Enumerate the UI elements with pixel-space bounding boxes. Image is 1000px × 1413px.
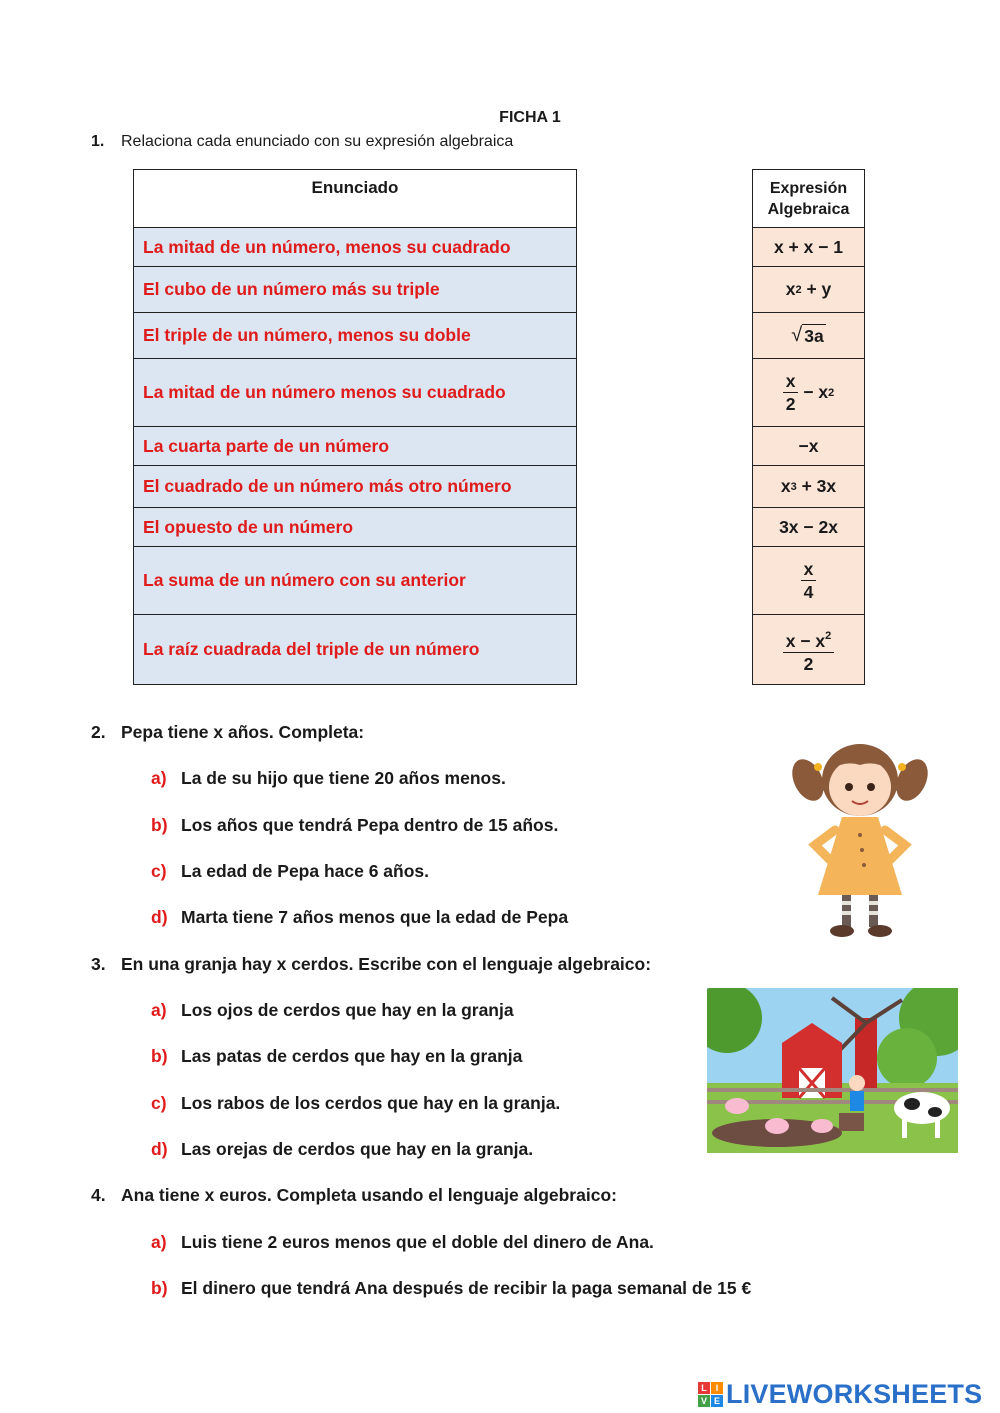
item-letter: a) — [151, 1000, 167, 1020]
expression-rest: − x — [798, 382, 829, 402]
expression-exponent: 3 — [790, 480, 797, 493]
answer-item[interactable] — [151, 861, 429, 882]
item-text: Los rabos de los cerdos que hay en la granja. — [181, 1093, 561, 1113]
question-4 — [91, 1185, 617, 1206]
item-text: Las patas de cerdos que hay en la granja — [181, 1046, 523, 1066]
expressions-header-line2: Algebraica — [767, 200, 850, 218]
question-1 — [91, 133, 513, 151]
expression-exponent: 2 — [795, 283, 802, 296]
question-text: En una granja hay x cerdos. Escribe con el lenguaje algebraico: — [121, 954, 652, 974]
logo-mark-letter: L — [698, 1382, 710, 1394]
expressions-table — [752, 169, 865, 685]
fraction-numerator: x — [801, 559, 817, 581]
statement-row[interactable]: El triple de un número, menos su doble — [134, 312, 576, 358]
statement-row[interactable]: El cuadrado de un número más otro número — [134, 465, 576, 507]
answer-item[interactable] — [151, 1046, 522, 1067]
liveworksheets-logo — [698, 1376, 998, 1412]
logo-mark-letter: E — [711, 1395, 723, 1407]
item-text: Las orejas de cerdos que hay en la granja. — [181, 1139, 534, 1159]
item-text: La edad de Pepa hace 6 años. — [181, 861, 430, 881]
numerator-text: x − x — [785, 630, 826, 651]
fraction-numerator — [783, 626, 835, 653]
item-letter: c) — [151, 1093, 167, 1113]
item-letter: a) — [151, 768, 167, 788]
expression-base: x — [785, 279, 796, 299]
statement-row[interactable]: La raíz cuadrada del triple de un número — [134, 614, 576, 684]
question-number: 2. — [91, 722, 106, 742]
expressions-header — [753, 170, 864, 227]
item-letter: c) — [151, 861, 167, 881]
question-2 — [91, 722, 364, 743]
item-text: Los años que tendrá Pepa dentro de 15 años. — [181, 815, 559, 835]
statements-header: Enunciado — [134, 170, 576, 227]
item-text: El dinero que tendrá Ana después de recibir la paga semanal de 15 € — [181, 1278, 752, 1298]
expression-exponent: 2 — [828, 386, 835, 399]
statement-row[interactable]: La mitad de un número, menos su cuadrado — [134, 227, 576, 266]
question-number: 4. — [91, 1185, 106, 1205]
expressions-header-line1: Expresión — [769, 179, 848, 197]
expression-cell[interactable] — [753, 426, 864, 465]
expression-cell[interactable] — [753, 614, 864, 684]
fraction-denominator: 2 — [803, 653, 814, 674]
item-letter: b) — [151, 1046, 168, 1066]
logo-mark-letter: V — [698, 1395, 710, 1407]
statement-row[interactable]: La mitad de un número menos su cuadrado — [134, 358, 576, 426]
question-text: Pepa tiene x años. Completa: — [121, 722, 365, 742]
statement-row[interactable]: La suma de un número con su anterior — [134, 546, 576, 614]
statements-table — [133, 169, 577, 685]
question-number: 1. — [91, 133, 105, 150]
item-letter: d) — [151, 907, 168, 927]
question-text: Ana tiene x euros. Completa usando el lenguaje algebraico: — [121, 1185, 617, 1205]
expression-rest: + 3x — [796, 476, 837, 496]
expression-cell[interactable] — [753, 358, 864, 426]
expression-rest: + y — [801, 279, 832, 299]
fraction-numerator: x — [783, 371, 799, 393]
expression-cell[interactable] — [753, 266, 864, 312]
expression-text: 3x − 2x — [779, 516, 838, 537]
question-number: 3. — [91, 954, 106, 974]
answer-item[interactable] — [151, 1093, 560, 1114]
answer-item[interactable] — [151, 1139, 533, 1160]
logo-mark-letter: I — [711, 1382, 723, 1394]
expression-exponent: 2 — [825, 629, 832, 642]
fraction — [801, 559, 817, 602]
sqrt-expression — [791, 324, 825, 347]
item-letter: b) — [151, 1278, 168, 1298]
expression-cell[interactable] — [753, 227, 864, 266]
statement-row[interactable]: El cubo de un número más su triple — [134, 266, 576, 312]
item-letter: d) — [151, 1139, 168, 1159]
answer-item[interactable] — [151, 1278, 751, 1299]
expression-text: x + x − 1 — [773, 236, 844, 257]
expression-cell[interactable] — [753, 546, 864, 614]
answer-item[interactable] — [151, 1232, 654, 1253]
answer-item[interactable] — [151, 1000, 514, 1021]
question-3 — [91, 954, 651, 975]
logo-text: LIVEWORKSHEETS — [726, 1378, 983, 1409]
item-letter: a) — [151, 1232, 167, 1252]
statement-row[interactable]: La cuarta parte de un número — [134, 426, 576, 465]
fraction — [783, 371, 799, 414]
logo-mark-icon — [698, 1382, 723, 1407]
expression-cell[interactable] — [753, 465, 864, 507]
radicand: 3a — [804, 326, 824, 346]
expression-text: −x — [798, 435, 819, 456]
item-letter: b) — [151, 815, 168, 835]
question-text: Relaciona cada enunciado con su expresión algebraica — [121, 133, 514, 150]
expression-base: x — [780, 476, 791, 496]
statement-row[interactable]: El opuesto de un número — [134, 507, 576, 546]
item-text: Los ojos de cerdos que hay en la granja — [181, 1000, 514, 1020]
farm-illustration — [707, 988, 958, 1153]
fraction-denominator: 4 — [803, 582, 814, 602]
fraction-denominator: 2 — [785, 394, 796, 414]
page-title: FICHA 1 — [499, 109, 561, 126]
fraction — [783, 626, 835, 674]
expression-cell[interactable] — [753, 507, 864, 546]
item-text: Marta tiene 7 años menos que la edad de Pepa — [181, 907, 569, 927]
answer-item[interactable] — [151, 768, 506, 789]
item-text: Luis tiene 2 euros menos que el doble del dinero de Ana. — [181, 1232, 654, 1252]
answer-item[interactable] — [151, 907, 568, 928]
expression-cell[interactable] — [753, 312, 864, 358]
item-text: La de su hijo que tiene 20 años menos. — [181, 768, 506, 788]
girl-illustration — [790, 735, 930, 940]
answer-item[interactable] — [151, 815, 558, 836]
radical-icon: √ — [791, 324, 803, 346]
